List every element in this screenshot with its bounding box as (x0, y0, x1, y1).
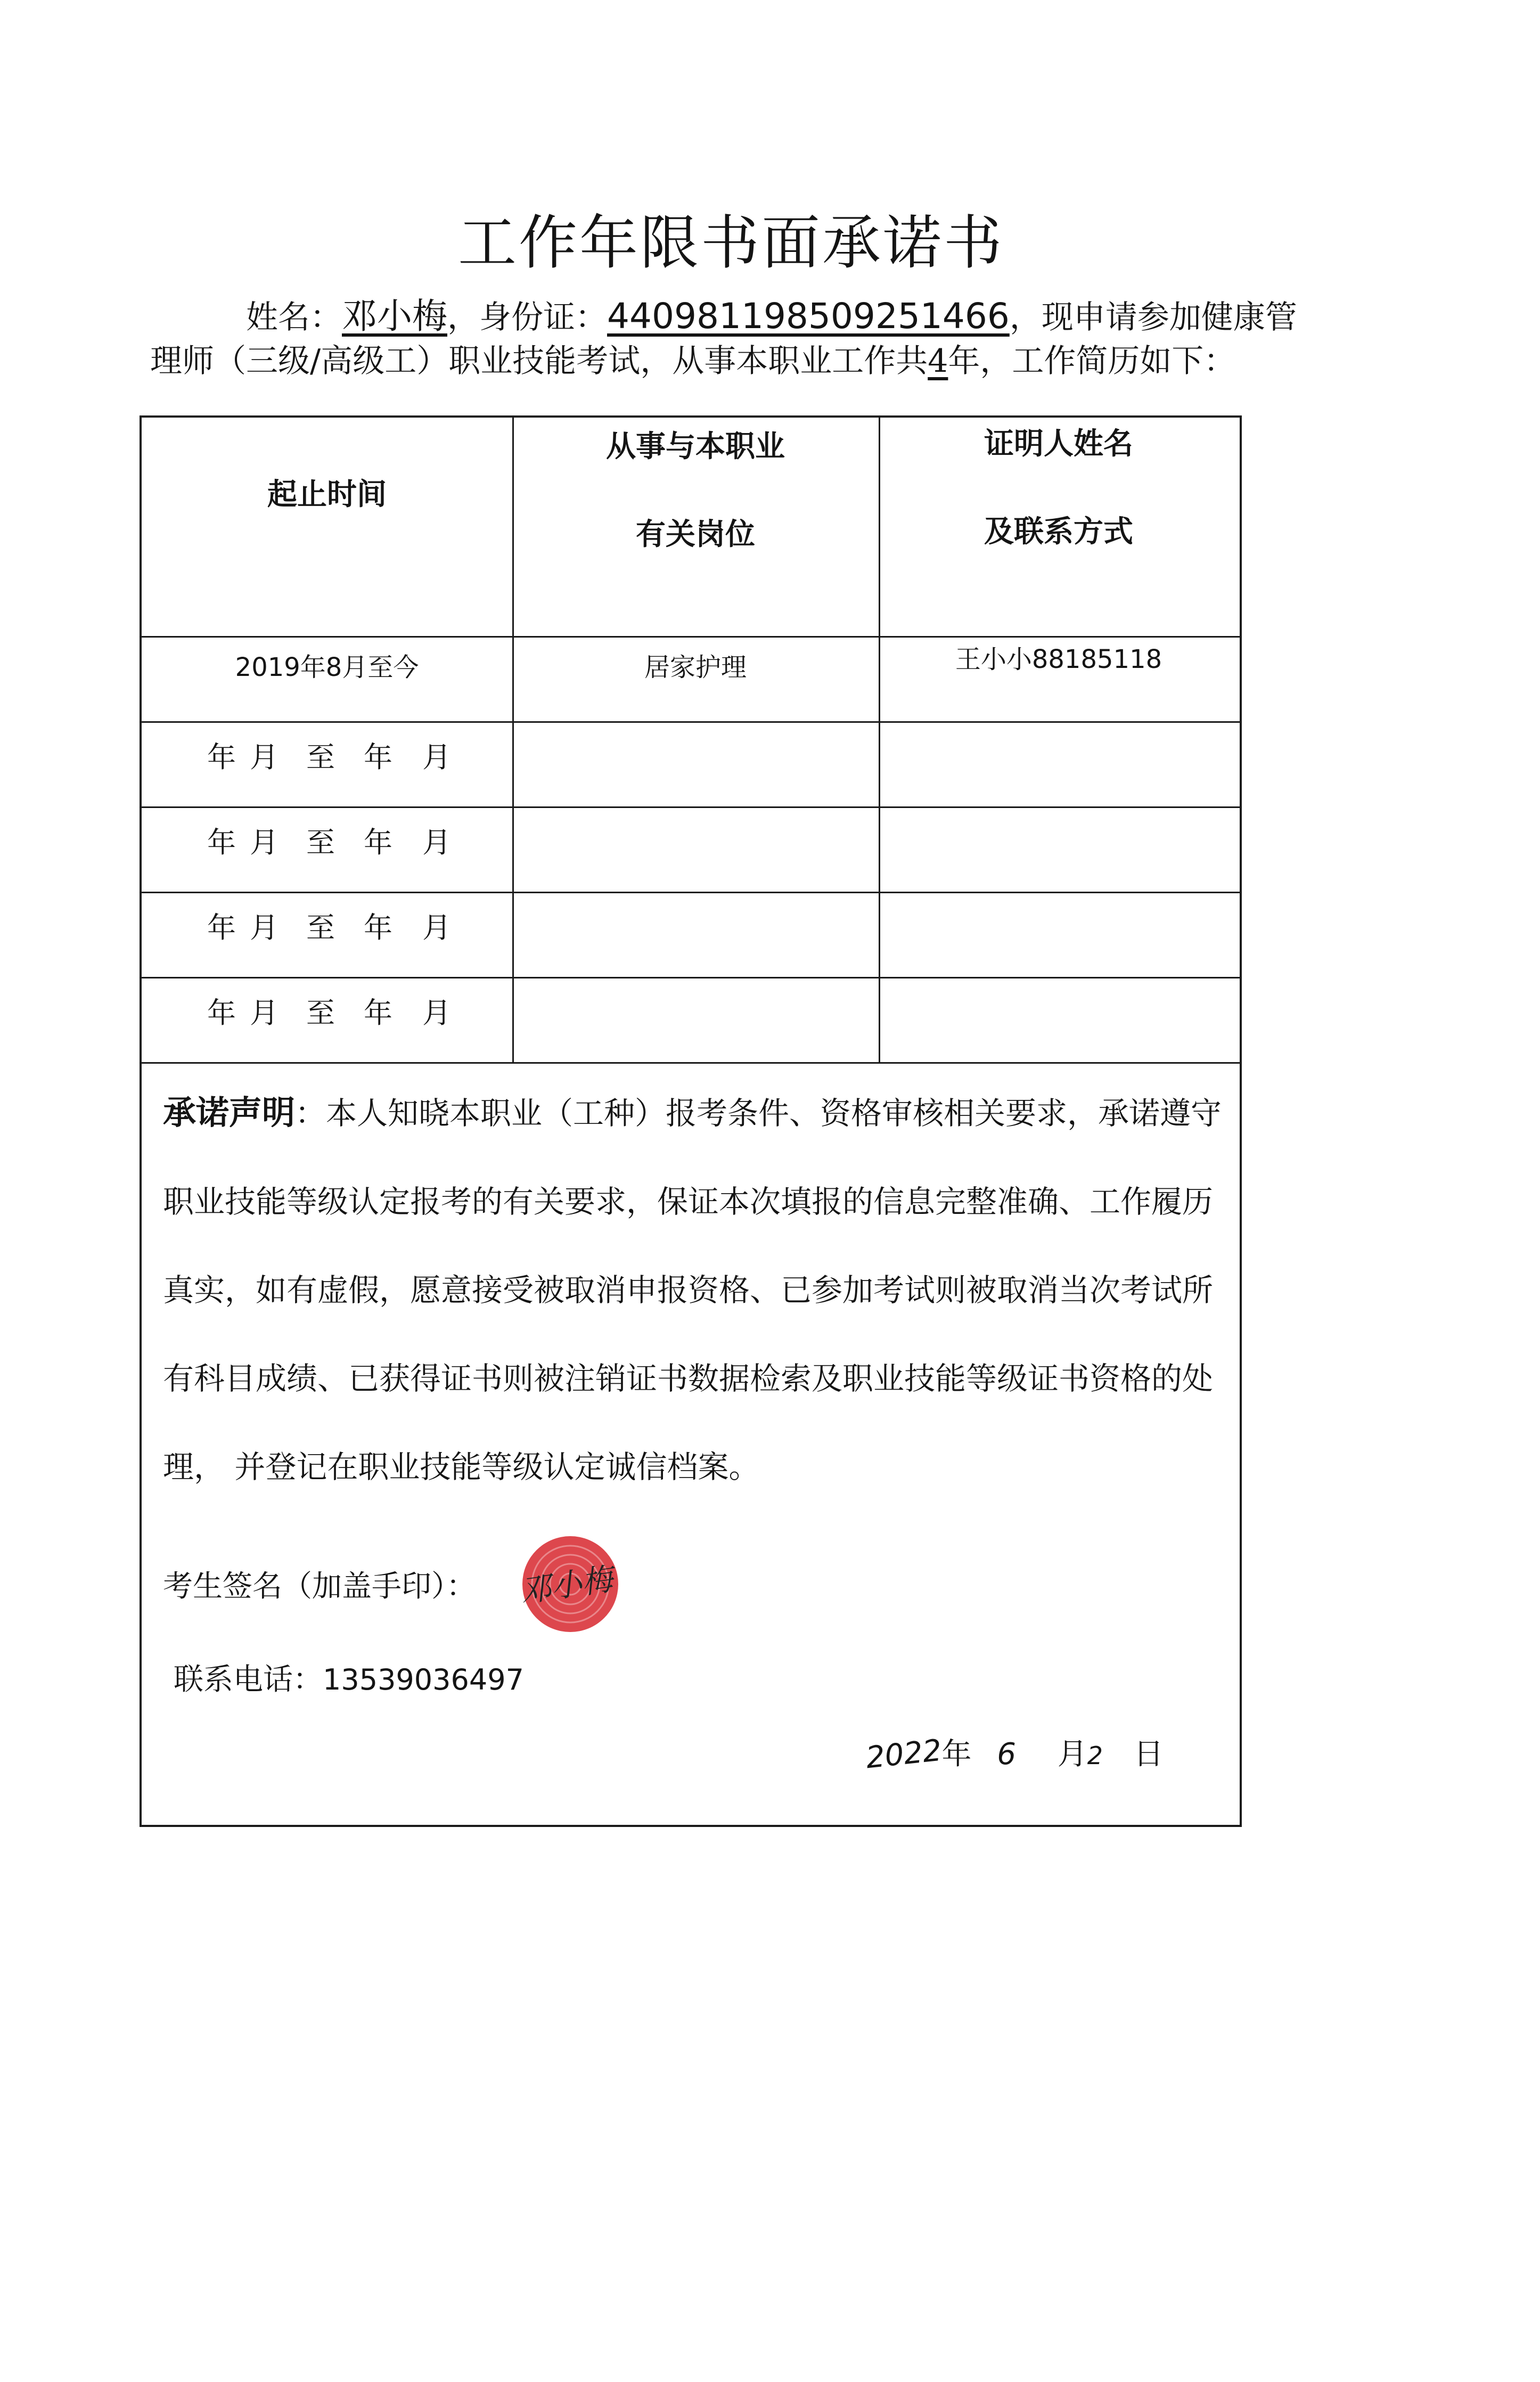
years-value: 4 (928, 342, 948, 380)
row-divider (142, 892, 1240, 893)
to-slot: 至 (306, 740, 335, 774)
year-slot: 年 (207, 996, 236, 1030)
month-slot: 月 (422, 996, 451, 1030)
row-divider (142, 636, 1240, 638)
year-slot: 年 (364, 911, 392, 944)
promise-text: ：本人知晓本职业（工种）报考条件、资格审核相关要求，承诺遵守职业技能等级认定报考的有关要求，保证本次填报的信息完整准确、工作履历真实，如有虚假，愿意接受被取消申报资格、已参加考试则被取消当次考试所有科目成绩、已获得证书则被注销证书数据检索及职业技能等级证书资格的处理， 并登记在职业技能等级认定诚信档案。 (163, 1095, 1222, 1485)
row-period: 2019年8月至今 (235, 652, 419, 682)
promise-statement (163, 1068, 1223, 1511)
year-slot: 年 (364, 826, 392, 859)
column-divider (512, 418, 514, 1062)
date-line (864, 1731, 1164, 1776)
header-witness-line1: 证明人姓名 (984, 427, 1133, 461)
id-label: ，身份证： (447, 299, 607, 336)
year-slot: 年 (207, 911, 236, 944)
header-witness-line2: 及联系方式 (984, 515, 1133, 549)
phone-value: 13539036497 (323, 1663, 524, 1696)
row-divider (142, 1062, 1240, 1064)
row-divider (142, 977, 1240, 978)
intro-line-1 (246, 288, 1297, 338)
to-slot: 至 (306, 826, 335, 859)
date-day-unit: 日 (1133, 1737, 1164, 1772)
promise-label: 承诺声明 (163, 1093, 296, 1132)
date-month-value: 6 (997, 1737, 1016, 1772)
signature-label: 考生签名（加盖手印）： (163, 1569, 476, 1604)
year-slot: 年 (207, 826, 236, 859)
month-slot: 月 (250, 740, 278, 774)
date-day-value: 2 (1087, 1741, 1103, 1770)
row-divider (142, 721, 1240, 723)
name-value: 邓小梅 (342, 296, 447, 337)
intro-line-2 (150, 336, 1235, 381)
intro-line2-head: 理师（三级/高级工）职业技能考试，从事本职业工作共 (150, 342, 928, 380)
to-slot: 至 (306, 996, 335, 1030)
phone-line (174, 1656, 524, 1699)
month-slot: 月 (422, 740, 451, 774)
signature-fingerprint-stamp (514, 1528, 626, 1640)
to-slot: 至 (306, 911, 335, 944)
year-slot: 年 (364, 740, 392, 774)
date-month-unit: 月 (1057, 1737, 1087, 1772)
row-divider (142, 806, 1240, 808)
phone-label: 联系电话： (174, 1662, 323, 1697)
handwritten-signature: 邓小梅 (518, 1561, 615, 1610)
date-year-unit: 年 (941, 1737, 972, 1772)
column-divider (879, 418, 880, 1062)
id-number-value: 440981198509251466 (607, 296, 1010, 337)
month-slot: 月 (250, 911, 278, 944)
year-slot: 年 (364, 996, 392, 1030)
month-slot: 月 (422, 826, 451, 859)
month-slot: 月 (250, 826, 278, 859)
intro-line2-tail: 年，工作简历如下： (948, 342, 1236, 380)
document-title: 工作年限书面承诺书 (458, 209, 1004, 277)
date-year-value: 2022 (864, 1733, 944, 1776)
name-label: 姓名： (246, 299, 342, 336)
year-slot: 年 (207, 740, 236, 774)
header-period: 起止时间 (267, 477, 387, 512)
month-slot: 月 (422, 911, 451, 944)
header-position-line2: 有关岗位 (636, 517, 755, 552)
row-position: 居家护理 (644, 652, 747, 682)
intro-line1-tail: ，现申请参加健康管 (1009, 299, 1297, 336)
row-witness: 王小小88185118 (955, 645, 1162, 674)
month-slot: 月 (250, 996, 278, 1030)
work-history-table (140, 415, 1242, 1827)
header-position-line1: 从事与本职业 (606, 429, 785, 464)
